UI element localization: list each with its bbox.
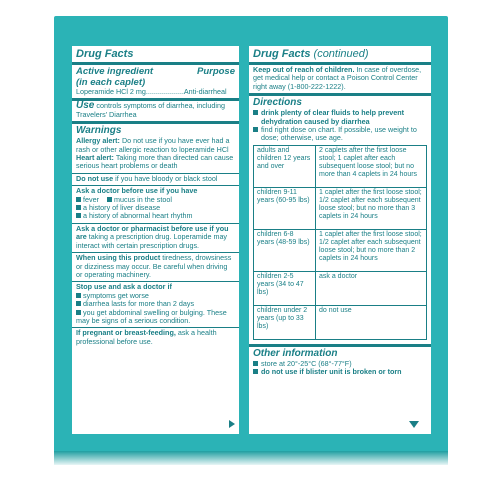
drug-facts-panel-right (249, 46, 431, 434)
heart-label: Heart alert: (76, 153, 114, 163)
bullet-icon (253, 361, 258, 366)
bullet-icon (76, 310, 81, 315)
active-sub: (in each caplet) (76, 77, 146, 88)
other-heading: Other information (253, 347, 338, 359)
directions-section (249, 93, 431, 342)
bullet-icon (76, 301, 81, 306)
table-row: children 9-11 years (60-95 lbs) 1 caplet after the first loose stool; 1/2 caplet after each subsequent loose stool; but no more than 3 caplets in 24 hours (254, 187, 427, 229)
bullet-icon (76, 197, 81, 202)
preg-label: If pregnant or breast-feeding, (76, 328, 176, 338)
active-ingredient-section (72, 62, 239, 98)
ask-pharm-heading: Ask a doctor or pharmacist before use if you are (76, 223, 229, 242)
table-row: children 6-8 years (48-59 lbs) 1 caplet after the first loose stool; 1/2 caplet after each subsequent loose stool; but no more than 2 caplets in 24 hours (254, 229, 427, 271)
bullet-icon (253, 369, 258, 374)
use-heading: Use (76, 100, 95, 112)
panel-title: Drug Facts (76, 48, 134, 60)
ask-item: a history of liver disease (76, 204, 235, 212)
ingredient-line: Loperamide HCl 2 mg...................Anti-diarrheal (76, 87, 227, 96)
when-text: tiredness, drowsiness or dizziness may occur. Be careful when driving or operating machinery. (76, 253, 232, 279)
use-section (72, 98, 239, 121)
active-heading: Active ingredient (76, 66, 154, 77)
donot-text: if you have bloody or black stool (115, 173, 218, 183)
keep-text: In case of overdose, get medical help or contact a Poison Control Center right away (1-800-222-1222). (253, 65, 422, 91)
ask-pharmacist-section (72, 223, 239, 252)
stop-use-section (72, 281, 239, 327)
package-edge (54, 451, 448, 465)
keep-label: Keep out of reach of children. (253, 65, 355, 74)
directions-heading: Directions (253, 97, 302, 109)
bullet-icon (76, 213, 81, 218)
other-item: do not use if blister unit is broken or torn (253, 368, 427, 376)
direction-item: drink plenty of clear fluids to help prevent dehydration caused by diarrhea (253, 109, 427, 126)
when-label: When using this product (76, 253, 161, 263)
stop-heading: Stop use and ask a doctor if (76, 282, 172, 292)
heart-text: Taking more than directed can cause serious heart problems or death (76, 153, 234, 171)
ask-doctor-section (72, 185, 239, 223)
continue-arrow-icon (229, 420, 235, 428)
donot-label: Do not use (76, 173, 114, 183)
allergy-text: Do not use if you have ever had a rash or other allergic reaction to loperamide HCl (76, 136, 230, 154)
stop-item: diarrhea lasts for more than 2 days (76, 300, 235, 308)
bullet-icon (107, 197, 112, 202)
bullet-icon (76, 205, 81, 210)
ask-pharm-text: taking a prescription drug. Loperamide may interact with certain prescription drugs. (76, 232, 228, 250)
ask-item: mucus in the stool (107, 196, 172, 204)
other-info-section (249, 344, 431, 379)
allergy-label: Allergy alert: (76, 136, 120, 146)
panel-title: Drug Facts (continued) (253, 48, 369, 60)
stop-item: symptoms get worse (76, 292, 235, 300)
ask-item: a history of abnormal heart rhythm (76, 212, 235, 220)
bullet-icon (253, 110, 258, 115)
table-row: adults and children 12 years and over 2 caplets after the first loose stool; 1 caplet after each subsequent loose stool; but no more than 4 caplets in 24 hours (254, 145, 427, 187)
continue-down-arrow-icon (409, 421, 419, 428)
table-row: children 2-5 years (34 to 47 lbs) ask a doctor (254, 271, 427, 305)
other-item: store at 20°-25°C (68°-77°F) (253, 360, 427, 368)
drug-facts-panel-left (72, 46, 239, 434)
do-not-use-section (72, 173, 239, 185)
dosage-table (253, 145, 427, 340)
stop-item: you get abdominal swelling or bulging. These may be signs of a serious condition. (76, 307, 227, 325)
ask-doctor-heading: Ask a doctor before use if you have (76, 186, 198, 196)
bullet-icon (253, 127, 258, 132)
pregnancy-section (72, 327, 239, 348)
bullet-icon (76, 293, 81, 298)
when-using-section (72, 252, 239, 281)
ask-item: fever (76, 196, 99, 204)
use-text: controls symptoms of diarrhea, including Travelers' Diarrhea (76, 101, 225, 119)
table-row: children under 2 years (up to 33 lbs) do not use (254, 305, 427, 339)
purpose-heading: Purpose (196, 66, 235, 77)
warnings-heading: Warnings (76, 125, 122, 137)
preg-text: ask a health professional before use. (76, 328, 217, 346)
keep-out-section (249, 62, 431, 93)
direction-item: find right dose on chart. If possible, use weight to dose; otherwise, use age. (253, 126, 427, 143)
warnings-section (72, 121, 239, 173)
